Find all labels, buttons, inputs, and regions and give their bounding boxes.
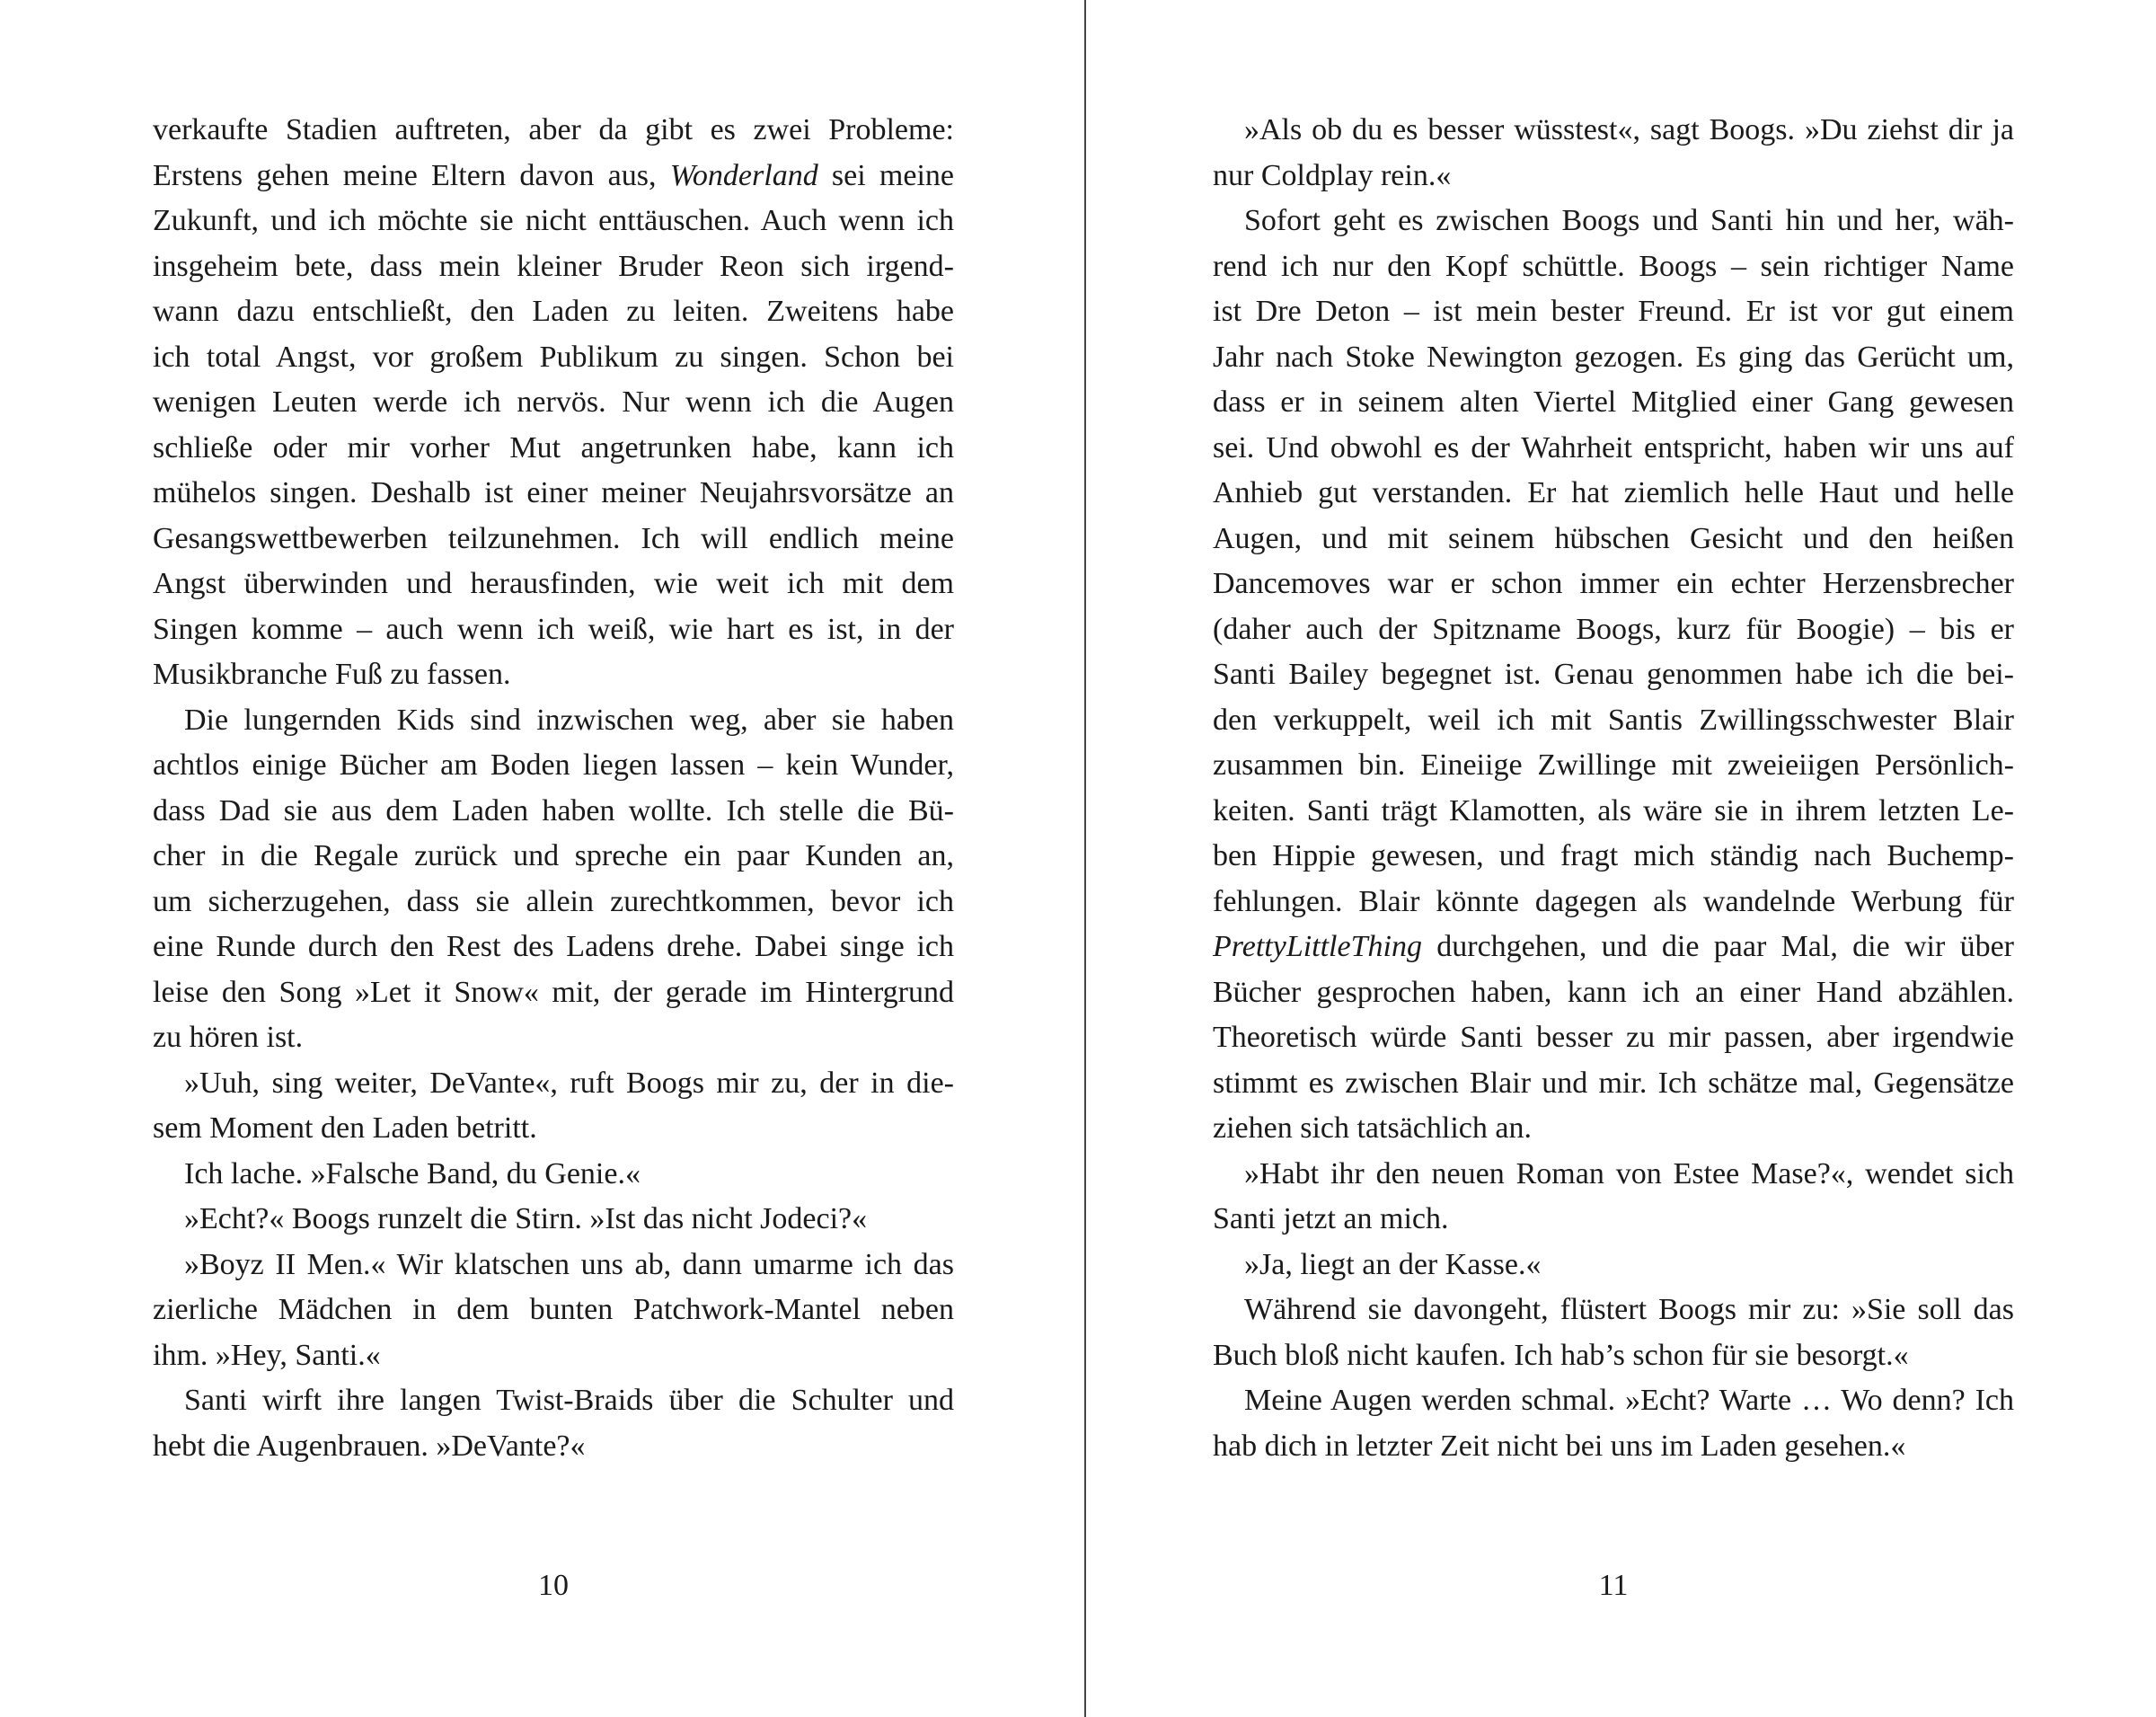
text-line: ihm. »Hey, Santi.« — [153, 1338, 381, 1372]
text-line: ist Dre Deton – ist mein bester Freund. Er ist vor gut einem — [1213, 295, 2014, 328]
text-line: dass er in seinem alten Viertel Mitglied einer Gang gewesen — [1213, 385, 2014, 419]
text-line: leise den Song »Let it Snow« mit, der gerade im Hintergrund — [153, 975, 954, 1009]
text-line: »Echt?« Boogs runzelt die Stirn. »Ist das nicht Jodeci?« — [184, 1202, 868, 1235]
text-line — [153, 154, 954, 199]
right-page-number: 11 — [1598, 1569, 1629, 1602]
text-line: Meine Augen werden schmal. »Echt? Warte … Wo denn? Ich — [1244, 1384, 2014, 1417]
text-line: achtlos einige Bücher am Boden liegen lassen – kein Wunder, — [153, 748, 954, 782]
text-line: um sicherzugehen, dass sie allein zurechtkommen, bevor ich — [153, 884, 954, 918]
text-line: verkaufte Stadien auftreten, aber da gibt es zwei Probleme: — [153, 113, 954, 146]
text-line: Santi wirft ihre langen Twist-Braids über die Schulter und — [184, 1384, 954, 1417]
text-line: rend ich nur den Kopf schüttle. Boogs – sein richtiger Name — [1213, 249, 2014, 283]
text-line-segment: Erstens gehen meine Eltern davon aus, — [153, 158, 670, 192]
text-line: nur Coldplay rein.« — [1213, 158, 1452, 192]
text-line: Augen, und mit seinem hübschen Gesicht und den heißen — [1213, 521, 2014, 555]
text-line: zierliche Mädchen in dem bunten Patchwork-Mantel neben — [153, 1293, 954, 1326]
text-line-segment: sei meine — [817, 158, 955, 192]
text-line: Angst überwinden und herausfinden, wie weit ich mit dem — [153, 567, 954, 600]
text-line: Singen komme – auch wenn ich weiß, wie hart es ist, in der — [153, 612, 954, 646]
italic-title: Wonderland — [669, 158, 818, 192]
text-line: »Ja, liegt an der Kasse.« — [1244, 1247, 1542, 1281]
text-line: fehlungen. Blair könnte dagegen als wandelnde Werbung für — [1213, 884, 2014, 918]
text-line: zu hören ist. — [153, 1021, 304, 1054]
left-page — [153, 108, 954, 1469]
text-line: insgeheim bete, dass mein kleiner Bruder Reon sich irgend- — [153, 249, 954, 283]
text-line: »Boyz II Men.« Wir klatschen uns ab, dann umarme ich das — [184, 1247, 954, 1281]
italic-title: PrettyLittleThing — [1213, 930, 1422, 963]
right-page-text — [1213, 108, 2014, 1469]
text-line: Zukunft, und ich möchte sie nicht enttäuschen. Auch wenn ich — [153, 204, 954, 237]
text-line-segment: durchgehen, und die paar Mal, die wir über — [1421, 930, 2014, 963]
text-line: stimmt es zwischen Blair und mir. Ich schätze mal, Gegensätze — [1213, 1066, 2014, 1100]
text-line: (daher auch der Spitzname Boogs, kurz für Boogie) – bis er — [1213, 612, 2014, 646]
text-line: ziehen sich tatsächlich an. — [1213, 1111, 1532, 1145]
text-line: hebt die Augenbrauen. »DeVante?« — [153, 1429, 586, 1463]
text-line: Während sie davongeht, flüstert Boogs mir zu: »Sie soll das — [1244, 1293, 2014, 1326]
text-line: Jahr nach Stoke Newington gezogen. Es ging das Gerücht um, — [1213, 340, 2014, 374]
text-line: schließe oder mir vorher Mut angetrunken habe, kann ich — [153, 430, 954, 465]
text-line: wann dazu entschließt, den Laden zu leiten. Zweitens habe — [153, 295, 954, 328]
text-line: mühelos singen. Deshalb ist einer meiner Neujahrsvorsätze an — [153, 476, 954, 509]
text-line: zusammen bin. Eineiige Zwillinge mit zweieiigen Persönlich- — [1213, 748, 2014, 782]
text-line: cher in die Regale zurück und spreche ein paar Kunden an, — [153, 839, 954, 872]
text-line: Ich lache. »Falsche Band, du Genie.« — [184, 1156, 641, 1190]
text-line: den verkuppelt, weil ich mit Santis Zwillingsschwester Blair — [1213, 703, 2014, 737]
text-line: dass Dad sie aus dem Laden haben wollte. Ich stelle die Bü- — [153, 793, 954, 828]
text-line: Anhieb gut verstanden. Er hat ziemlich helle Haut und helle — [1213, 476, 2014, 509]
text-line: keiten. Santi trägt Klamotten, als wäre sie in ihrem letzten Le- — [1213, 793, 2014, 828]
left-page-number: 10 — [538, 1569, 569, 1602]
text-line: »Uuh, sing weiter, DeVante«, ruft Boogs mir zu, der in die- — [184, 1066, 954, 1100]
page-gutter — [1084, 0, 1086, 1717]
text-line — [1213, 925, 2014, 970]
text-line: »Habt ihr den neuen Roman von Estee Mase?«, wendet sich — [1244, 1156, 2014, 1190]
left-page-text — [153, 108, 954, 1469]
text-line: wenigen Leuten werde ich nervös. Nur wenn ich die Augen — [153, 385, 954, 419]
right-page — [1213, 108, 2014, 1469]
text-line: sei. Und obwohl es der Wahrheit entspricht, haben wir uns auf — [1213, 430, 2014, 465]
text-line: ich total Angst, vor großem Publikum zu singen. Schon bei — [153, 340, 954, 374]
text-line: ben Hippie gewesen, und fragt mich ständig nach Buchemp- — [1213, 839, 2014, 872]
text-line: »Als ob du es besser wüsstest«, sagt Boogs. »Du ziehst dir ja — [1244, 113, 2014, 146]
text-line: Bücher gesprochen haben, kann ich an einer Hand abzählen. — [1213, 975, 2014, 1009]
text-line: Die lungernden Kids sind inzwischen weg, aber sie haben — [184, 703, 954, 737]
text-line: Santi Bailey begegnet ist. Genau genommen habe ich die bei- — [1213, 658, 2014, 691]
text-line: eine Runde durch den Rest des Ladens drehe. Dabei singe ich — [153, 930, 954, 963]
text-line: hab dich in letzter Zeit nicht bei uns im Laden gesehen.« — [1213, 1429, 1906, 1463]
text-line: Buch bloß nicht kaufen. Ich hab’s schon für sie besorgt.« — [1213, 1338, 1909, 1372]
text-line: Gesangswettbewerben teilzunehmen. Ich will endlich meine — [153, 521, 954, 555]
text-line: sem Moment den Laden betritt. — [153, 1111, 537, 1145]
text-line: Santi jetzt an mich. — [1213, 1202, 1449, 1235]
text-line: Musikbranche Fuß zu fassen. — [153, 658, 511, 691]
text-line: Theoretisch würde Santi besser zu mir passen, aber irgendwie — [1213, 1021, 2014, 1054]
text-line: Sofort geht es zwischen Boogs und Santi hin und her, wäh- — [1244, 204, 2014, 237]
text-line: Dancemoves war er schon immer ein echter Herzensbrecher — [1213, 567, 2014, 600]
